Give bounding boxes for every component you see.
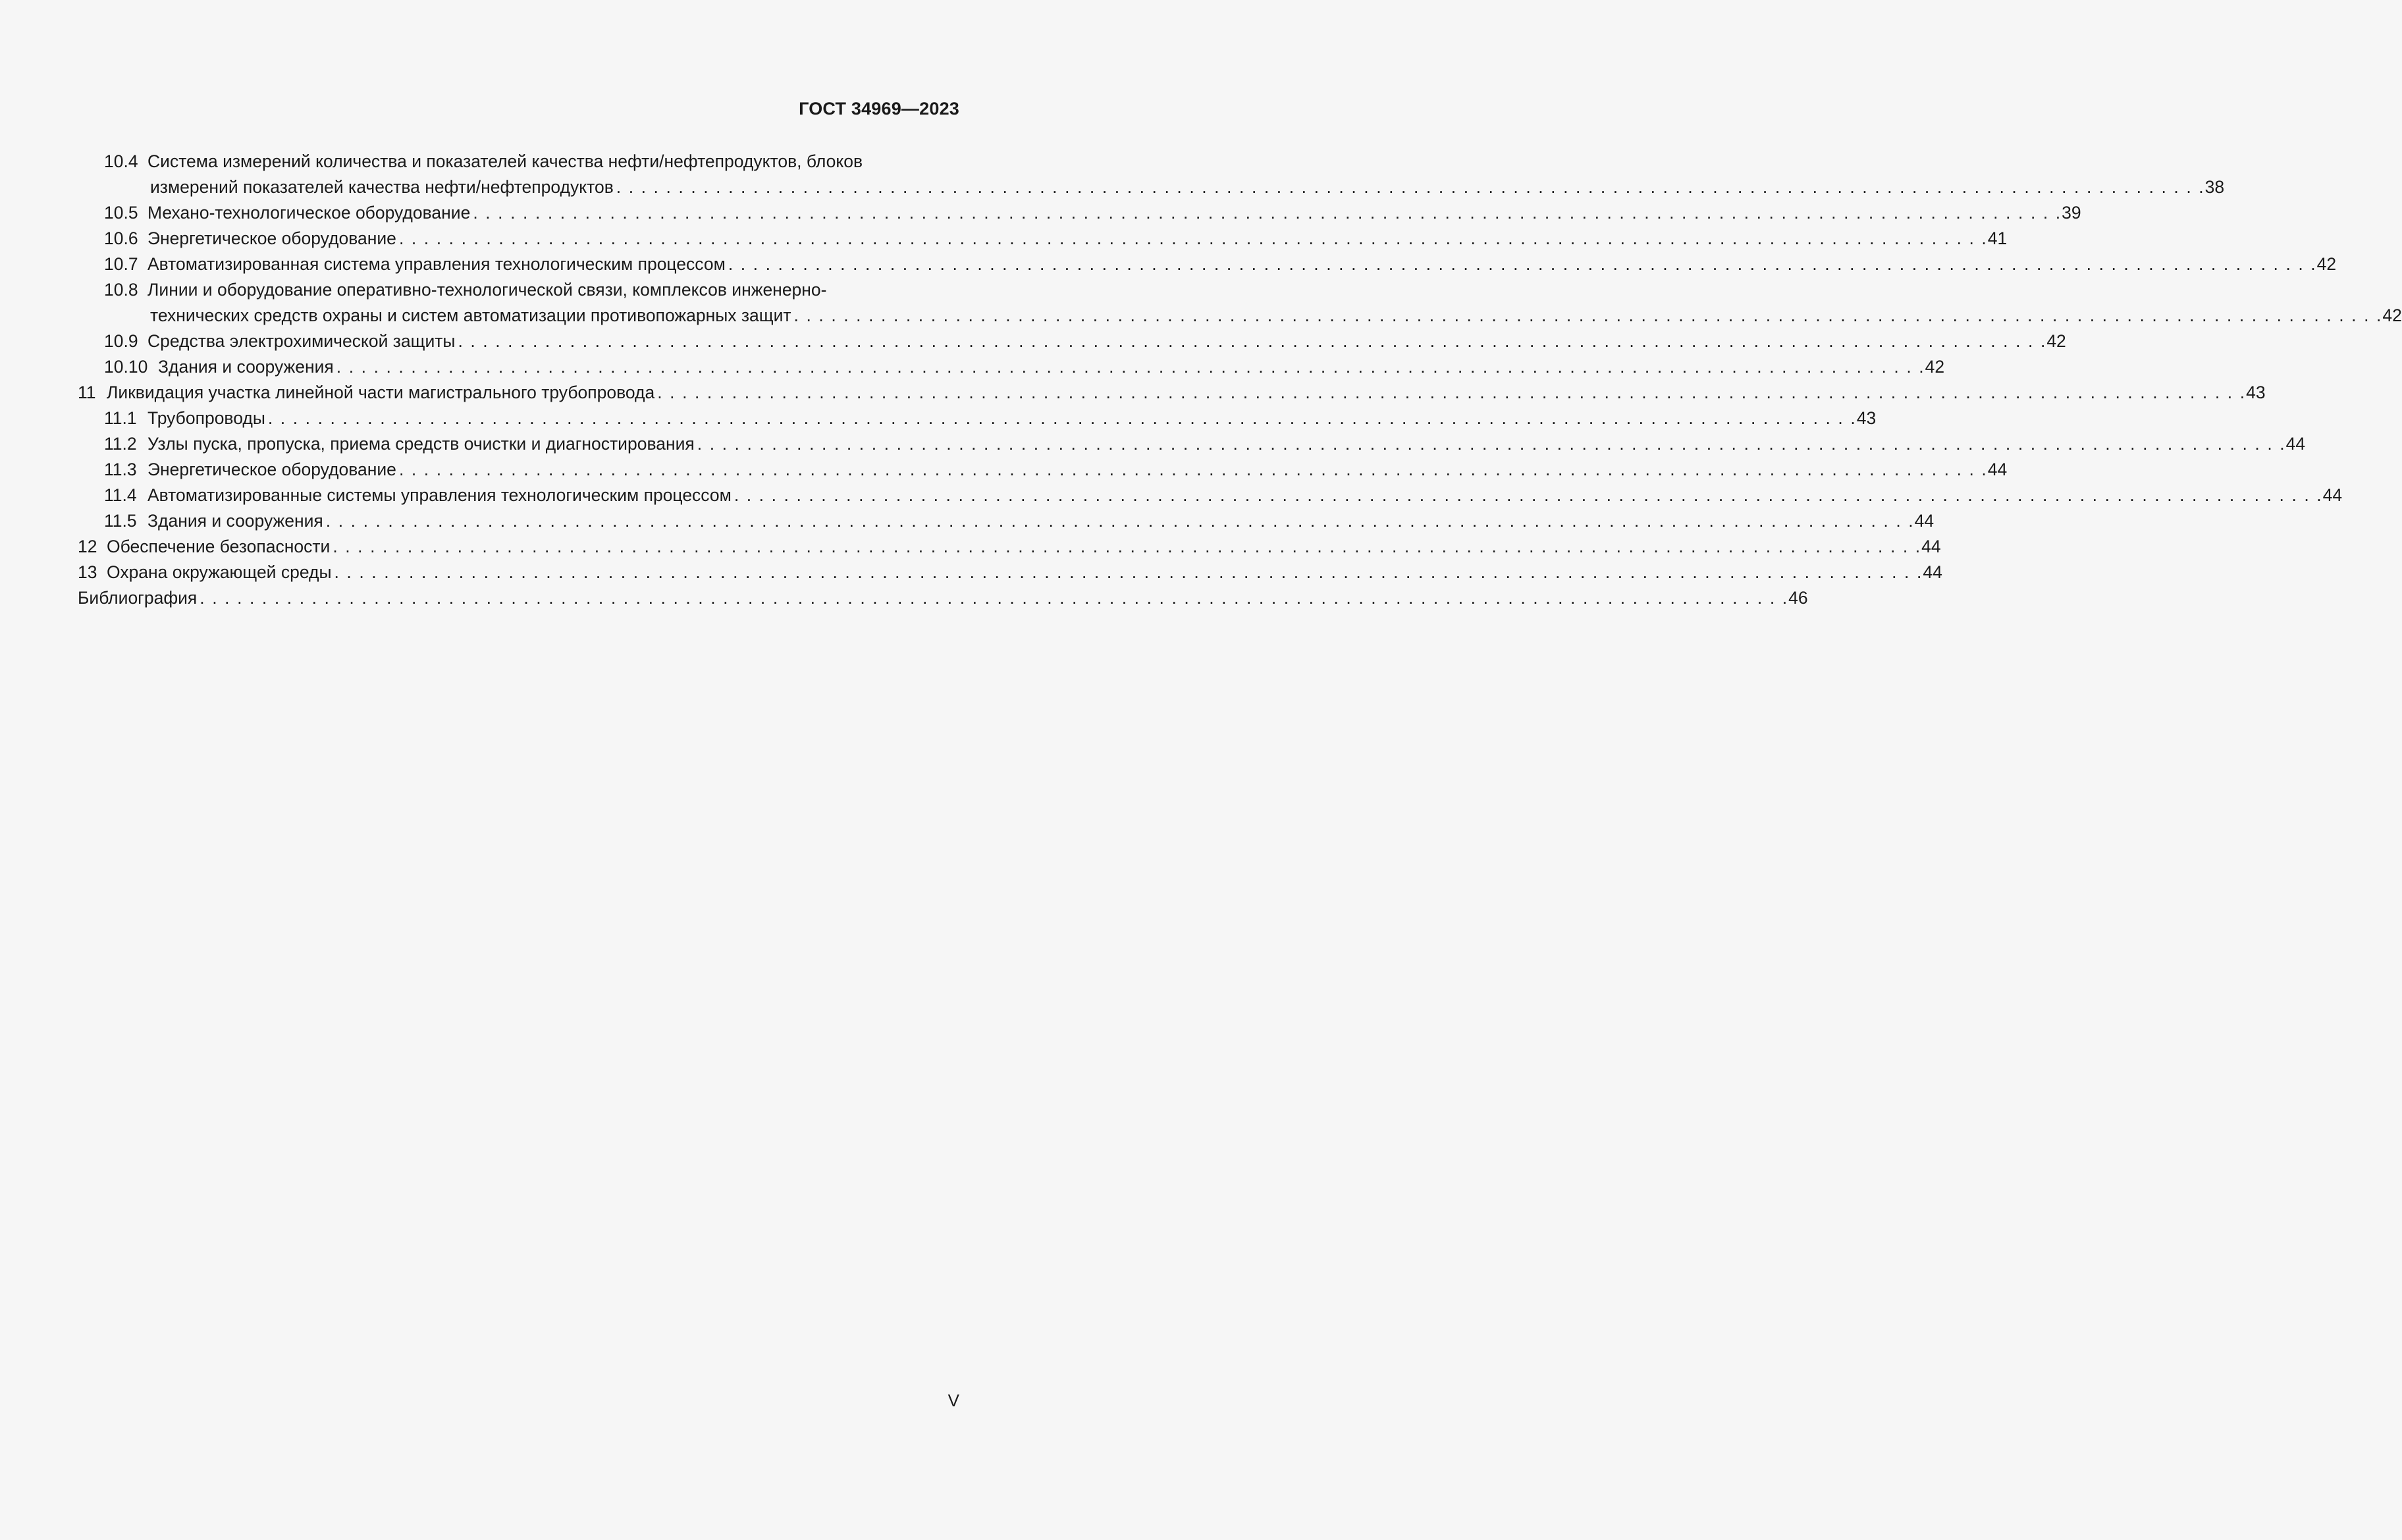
toc-entry-number: 10.8 [104, 280, 138, 300]
toc-entry-11-3[interactable] [78, 457, 2008, 483]
toc-entry-number: 12 [78, 537, 97, 556]
dot-leader [732, 483, 2322, 508]
toc-entry-title: Линии и оборудование оперативно-технологической связи, комплексов инженерно- [147, 280, 827, 300]
dot-leader [334, 354, 1924, 380]
toc-entry-bibliography[interactable] [78, 585, 1808, 611]
toc-entry-number: 10.4 [104, 151, 138, 171]
dot-leader [265, 406, 1855, 431]
table-of-contents [78, 149, 2402, 611]
dot-leader [323, 508, 1913, 534]
toc-entry-11-1[interactable] [78, 406, 1877, 431]
dot-leader [695, 431, 2285, 457]
dot-leader [455, 329, 2045, 354]
dot-leader [614, 174, 2204, 200]
dot-leader [396, 457, 1987, 483]
toc-entry-page: 38 [2204, 177, 2225, 197]
toc-entry-11-4[interactable] [78, 483, 2343, 508]
toc-entry-page: 39 [2062, 203, 2081, 223]
dot-leader [197, 585, 1787, 611]
toc-entry-title: измерений показателей качества нефти/нефтепродуктов [150, 177, 614, 197]
toc-entry-number: 10.9 [104, 331, 138, 351]
toc-entry-10-7[interactable] [78, 252, 2337, 277]
toc-entry-10-8-cont[interactable] [78, 303, 2402, 329]
toc-entry-title: Механо-технологическое оборудование [147, 203, 471, 223]
toc-entry-title: Охрана окружающей среды [107, 562, 332, 582]
toc-entry-title: Энергетическое оборудование [147, 460, 396, 479]
toc-entry-title: Средства электрохимической защиты [147, 331, 456, 351]
toc-entry-title: Здания и сооружения [158, 357, 334, 377]
toc-entry-page: 42 [2046, 331, 2066, 351]
toc-entry-page: 44 [1987, 460, 2008, 479]
toc-entry-title: Система измерений количества и показателей качества нефти/нефтепродуктов, блоков [147, 151, 863, 171]
toc-entry-page: 44 [1914, 511, 1935, 531]
toc-entry-10-4[interactable] [78, 149, 960, 174]
toc-entry-10-8[interactable] [78, 277, 960, 303]
toc-entry-page: 42 [2382, 305, 2402, 325]
dot-leader [791, 303, 2382, 329]
toc-entry-number: 13 [78, 562, 97, 582]
toc-entry-title: Библиография [78, 588, 198, 608]
toc-entry-title: Узлы пуска, пропуска, приема средств очистки и диагностирования [147, 434, 695, 454]
toc-entry-11-5[interactable] [78, 508, 1935, 534]
toc-entry-page: 44 [2285, 434, 2306, 454]
toc-entry-title: Энергетическое оборудование [147, 228, 396, 248]
toc-entry-title: Здания и сооружения [147, 511, 323, 531]
toc-entry-number: 11.2 [104, 434, 137, 454]
toc-entry-13[interactable] [78, 560, 1942, 585]
toc-entry-page: 41 [1987, 228, 2008, 248]
toc-entry-10-4-cont[interactable] [78, 174, 2225, 200]
document-header: ГОСТ 34969—2023 [799, 99, 959, 119]
toc-entry-number: 11 [78, 383, 96, 402]
toc-entry-page: 44 [1923, 562, 1942, 582]
dot-leader [654, 380, 2245, 406]
toc-entry-12[interactable] [78, 534, 1941, 560]
toc-entry-page: 43 [1856, 408, 1877, 428]
toc-entry-number: 10.7 [104, 254, 138, 274]
toc-entry-title: Обеспечение безопасности [107, 537, 331, 556]
page-number: V [947, 1391, 959, 1410]
toc-entry-10-9[interactable] [78, 329, 2066, 354]
toc-entry-title: технических средств охраны и систем автоматизации противопожарных защит [150, 305, 791, 325]
toc-entry-11[interactable] [78, 380, 2266, 406]
toc-entry-number: 10.5 [104, 203, 138, 223]
toc-entry-title: Автоматизированные системы управления технологическим процессом [147, 485, 732, 505]
dot-leader [332, 560, 1922, 585]
toc-entry-page: 42 [1925, 357, 1945, 377]
toc-entry-number: 11.3 [104, 460, 137, 479]
toc-entry-title: Автоматизированная система управления технологическим процессом [147, 254, 726, 274]
dot-leader [396, 226, 1987, 252]
toc-entry-number: 11.1 [104, 408, 137, 428]
toc-entry-11-2[interactable] [78, 431, 2306, 457]
toc-entry-page: 42 [2316, 254, 2337, 274]
toc-entry-number: 11.5 [104, 511, 137, 531]
toc-entry-title: Ликвидация участка линейной части магистрального трубопровода [107, 383, 655, 402]
toc-entry-page: 44 [1921, 537, 1941, 556]
toc-entry-page: 46 [1788, 588, 1808, 608]
toc-entry-10-10[interactable] [78, 354, 1945, 380]
toc-entry-number: 10.10 [104, 357, 148, 377]
toc-entry-number: 11.4 [104, 485, 137, 505]
toc-entry-10-6[interactable] [78, 226, 2008, 252]
toc-entry-number: 10.6 [104, 228, 138, 248]
dot-leader [470, 200, 2060, 226]
toc-entry-10-5[interactable] [78, 200, 2081, 226]
toc-entry-page: 44 [2322, 485, 2343, 505]
toc-entry-title: Трубопроводы [147, 408, 265, 428]
dot-leader [330, 534, 1920, 560]
toc-entry-page: 43 [2246, 383, 2266, 402]
dot-leader [726, 252, 2316, 277]
